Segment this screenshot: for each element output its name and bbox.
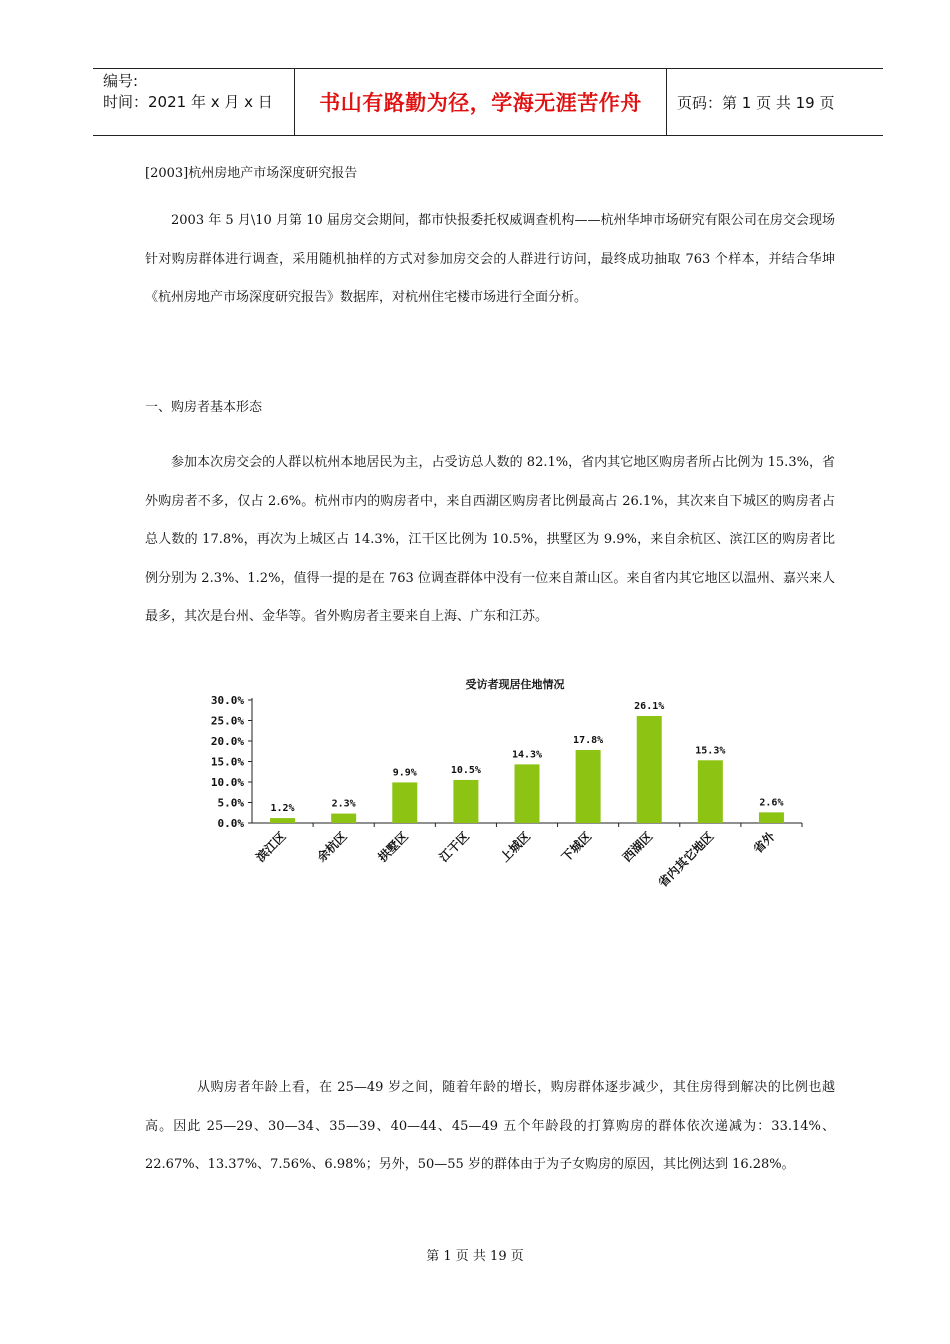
category-label: 西湖区 [619, 829, 656, 865]
category-label: 余杭区 [314, 829, 350, 865]
bar-value-label: 14.3% [511, 749, 543, 761]
y-tick-label: 30.0% [210, 694, 244, 707]
bar-value-label: 10.5% [450, 764, 481, 776]
bar [270, 818, 295, 823]
header-page-info: 页码：第 1 页 共 19 页 [677, 93, 835, 112]
y-tick-label: 25.0% [210, 714, 244, 728]
y-tick-label: 0.0% [217, 817, 244, 830]
bar [515, 764, 540, 823]
category-label: 省内其它地区 [655, 829, 717, 891]
bar [576, 750, 601, 823]
category-label: 下城区 [558, 829, 595, 865]
paragraph-buyers: 参加本次房交会的人群以杭州本地居民为主，占受访总人数的 82.1%，省内其它地区购房者所占比例为 15.3%，省外购房者不多，仅占 2.6%。杭州市内的购房者中，来自西湖区购房者比例最高占 26.1%，其次来自下城区的购房者占总人数的 17.8%，再次为上城区占 14.3%，江干区比例为 10.5%，拱墅区为 9.9%，来自余杭区、滨江区的购房者比例分别为 2.3%、1.2%，值得一提的是在 763 位调查群体中没有一位来自萧山区。来自省内其它地区以温州、嘉兴来人最多，其次是台州、金华等。省外购房者主要来自上海、广东和江苏。 [145, 455, 835, 624]
bar-value-label: 15.3% [695, 745, 726, 757]
bar-value-label: 26.1% [634, 700, 665, 712]
bar [331, 814, 356, 823]
bar [759, 812, 784, 823]
chart-title: 受访者现居住地情况 [465, 678, 565, 691]
paragraph-age: 从购房者年龄上看，在 25—49 岁之间，随着年龄的增长，购房群体逐步减少，其住房得到解决的比例也越高。因此 25—29、30—34、35—39、40—44、45—49 五个年龄段的打算购房的群体依次递减为：33.14%、22.67%、13.37%、7.56%、6.98%；另外，50—55 岁的群体由于为子女购房的原因，其比例达到 16.28%。 [145, 1080, 835, 1172]
bar-value-label: 17.8% [573, 735, 604, 747]
number-label: 编号: [103, 72, 139, 90]
header-motto: 书山有路勤为径，学海无涯苦作舟 [295, 69, 667, 135]
bar [392, 782, 417, 823]
paragraph-intro: 2003 年 5 月\10 月第 10 届房交会期间，都市快报委托权威调查机构——杭州华坤市场研究有限公司在房交会现场针对购房群体进行调查，采用随机抽样的方式对参加房交会的人群进行访问，最终成功抽取 763 个样本，并结合华坤《杭州房地产市场深度研究报告》数据库，对杭州住宅楼市场进行全面分析。 [145, 213, 835, 305]
category-label: 拱墅区 [375, 829, 411, 865]
y-tick-label: 20.0% [210, 735, 244, 748]
chart-svg [200, 672, 820, 922]
category-label: 省外 [750, 829, 778, 857]
bar-value-label: 9.9% [392, 767, 417, 779]
y-tick-label: 5.0% [217, 796, 244, 810]
document-title: [2003]杭州房地产市场深度研究报告 [145, 166, 358, 181]
category-label: 江干区 [436, 829, 473, 865]
residence-bar-chart [200, 672, 820, 922]
category-label: 上城区 [497, 829, 534, 865]
header-table [93, 68, 883, 136]
y-tick-label: 15.0% [210, 755, 244, 769]
bar-value-label: 1.2% [270, 803, 295, 815]
time-label: 时间：2021 年 x 月 x 日 [103, 93, 273, 111]
header-meta [93, 69, 295, 135]
bar [698, 760, 723, 823]
footer-page-number: 第 1 页 共 19 页 [426, 1249, 524, 1264]
bar-value-label: 2.6% [759, 797, 784, 809]
section-heading: 一、购房者基本形态 [145, 400, 263, 415]
bar [453, 780, 478, 823]
y-tick-label: 10.0% [210, 776, 244, 789]
category-label: 滨江区 [253, 829, 289, 865]
bar [637, 716, 662, 823]
bar-value-label: 2.3% [331, 798, 356, 810]
